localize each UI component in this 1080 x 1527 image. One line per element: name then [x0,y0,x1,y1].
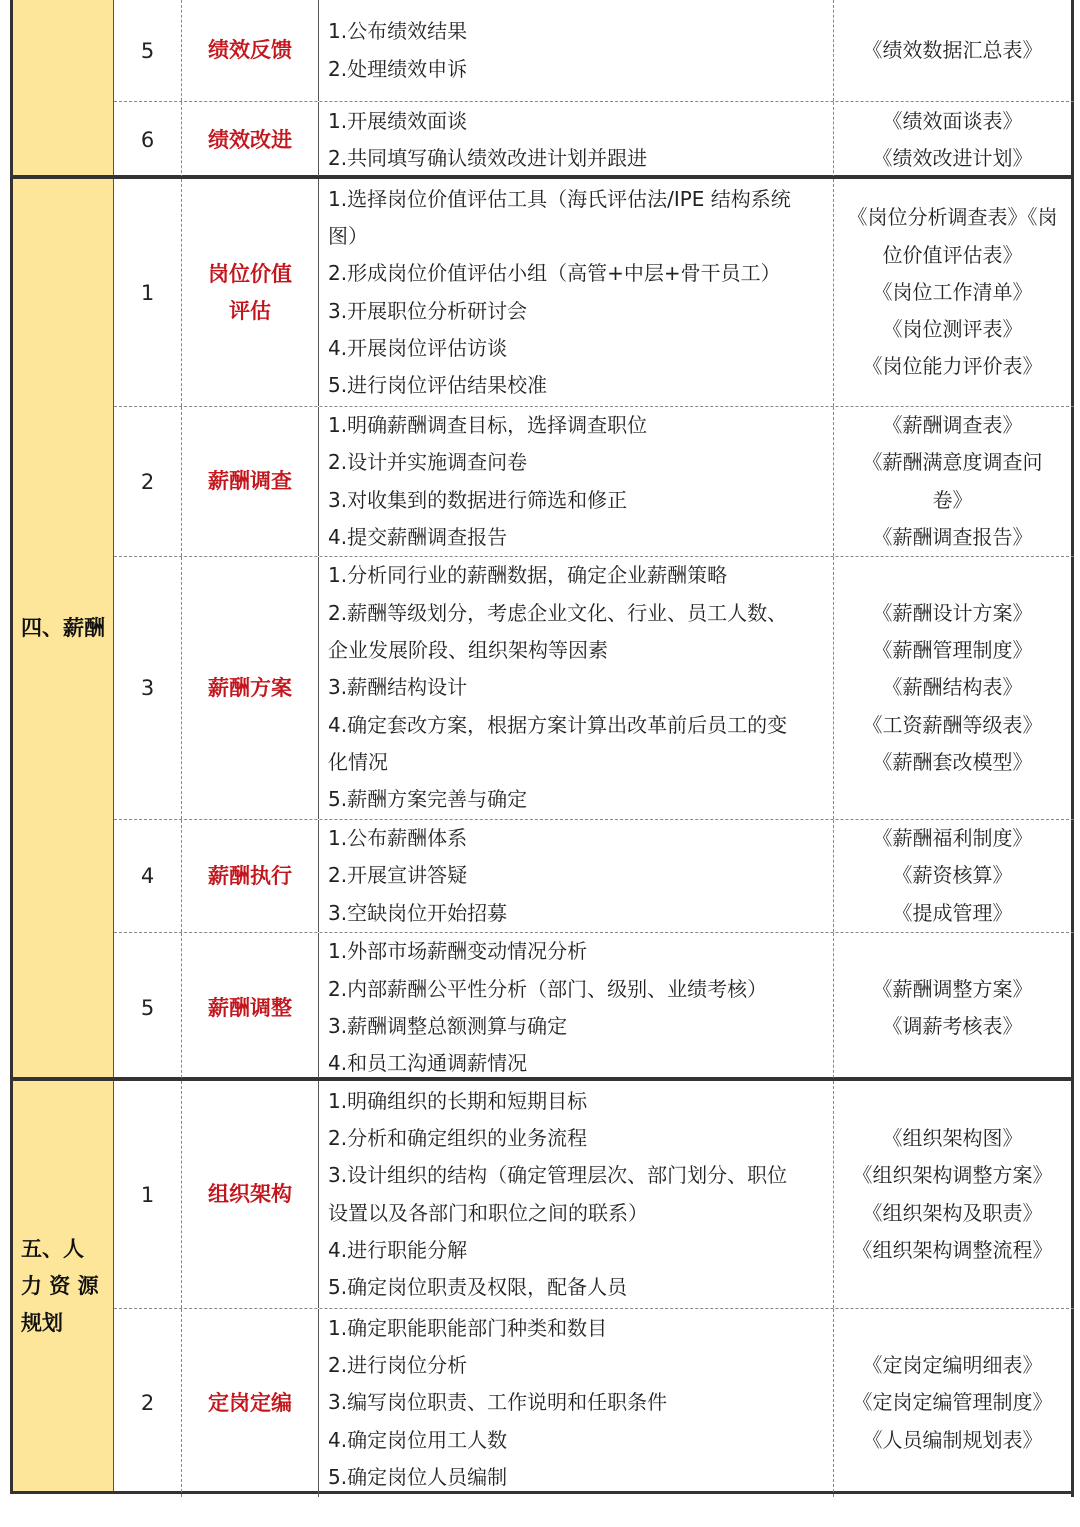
module-name-text [208,256,292,330]
section-group [10,1078,1074,1494]
step-line: 1.外部市场薪酬变动情况分析 [328,939,588,964]
module-name [182,1081,319,1308]
step-line: 5.进行岗位评估结果校准 [328,373,548,398]
category-line: 规划 [21,1310,63,1335]
steps-cell [319,0,834,101]
module-name-text [208,1385,292,1422]
document-line: 《提成管理》 [892,900,1013,925]
module-name [182,1309,319,1497]
step-line: 企业发展阶段、组织架构等因素 [328,638,608,663]
document-line: 位价值评估表》 [882,242,1023,267]
table-row [114,101,1074,178]
step-line: 1.明确薪酬调查目标，选择调查职位 [328,412,648,437]
documents-cell [834,1081,1074,1308]
document-line: 《薪酬福利制度》 [872,826,1033,851]
step-line: 3.薪酬结构设计 [328,675,468,700]
step-line: 3.对收集到的数据进行筛选和修正 [328,487,628,512]
step-line: 1.确定职能职能部门种类和数目 [328,1315,608,1340]
documents-cell [834,1309,1074,1497]
section-group [10,0,1074,178]
module-name-text [208,32,292,69]
module-name [182,820,319,932]
table-row [114,556,1074,819]
step-number: 5 [114,933,182,1083]
table-row [114,932,1074,1083]
step-line: 4.确定岗位用工人数 [328,1427,508,1452]
module-name-text [208,990,292,1027]
module-name-line: 定岗定编 [208,1390,292,1415]
step-line: 2.内部薪酬公平性分析（部门、级别、业绩考核） [328,976,768,1001]
documents-cell [834,179,1074,406]
step-line: 2.形成岗位价值评估小组（高管+中层+骨干员工） [328,261,781,286]
category-label [13,610,113,647]
step-line: 2.进行岗位分析 [328,1353,468,1378]
document-line: 《定岗定编管理制度》 [852,1390,1053,1415]
document-line: 《组织架构及职责》 [862,1200,1043,1225]
module-name [182,407,319,556]
steps-cell [319,179,834,406]
step-number: 5 [114,0,182,101]
steps-cell [319,407,834,556]
step-number: 3 [114,557,182,819]
steps-cell [319,1309,834,1497]
document-line: 《组织架构调整流程》 [852,1237,1053,1262]
module-name [182,102,319,178]
module-name-text [208,463,292,500]
module-name-line: 评估 [229,298,271,323]
document-line: 《组织架构调整方案》 [852,1163,1053,1188]
module-name-line: 绩效改进 [208,127,292,152]
document-line: 《薪酬结构表》 [882,675,1023,700]
step-line: 设置以及各部门和职位之间的联系） [328,1200,648,1225]
document-line: 《人员编制规划表》 [862,1427,1043,1452]
step-line: 4.提交薪酬调查报告 [328,524,508,549]
document-line: 《绩效数据汇总表》 [862,37,1043,62]
table-row [114,406,1074,556]
step-line: 1.分析同行业的薪酬数据，确定企业薪酬策略 [328,563,728,588]
table-row [114,1308,1074,1497]
step-line: 2.开展宣讲答疑 [328,863,468,888]
module-name-line: 薪酬执行 [208,863,292,888]
document-line: 《岗位分析调查表》《岗 [847,205,1058,230]
documents-cell [834,102,1074,178]
step-line: 2.薪酬等级划分，考虑企业文化、行业、员工人数、 [328,600,788,625]
document-line: 《薪酬套改模型》 [872,749,1033,774]
module-name [182,933,319,1083]
module-name-text [208,858,292,895]
step-number: 1 [114,1081,182,1308]
step-line: 1.公布绩效结果 [328,19,468,44]
document-line: 《定岗定编明细表》 [862,1353,1043,1378]
module-name-text [208,122,292,159]
step-number: 6 [114,102,182,178]
step-line: 图） [328,223,368,248]
documents-cell [834,820,1074,932]
category-line: 四、薪酬 [21,615,105,640]
category-line: 五、人 [21,1236,84,1261]
step-line: 2.共同填写确认绩效改进计划并跟进 [328,146,648,170]
category-cell [10,179,114,1077]
document-line: 《绩效改进计划》 [872,146,1033,170]
document-line: 《工资薪酬等级表》 [862,712,1043,737]
module-name-line: 薪酬调查 [208,469,292,493]
documents-cell [834,0,1074,101]
document-line: 《薪酬调查表》 [882,412,1023,437]
steps-cell [319,102,834,178]
step-line: 4.开展岗位评估访谈 [328,335,508,360]
module-name-line: 组织架构 [208,1182,292,1206]
step-line: 5.确定岗位人员编制 [328,1464,508,1489]
document-line: 《岗位工作清单》 [872,279,1033,304]
section-group [10,176,1074,1080]
step-line: 4.确定套改方案，根据方案计算出改革前后员工的变 [328,712,788,737]
module-name [182,0,319,101]
module-name-text [208,1176,292,1213]
documents-cell [834,933,1074,1083]
document-line: 《绩效面谈表》 [882,108,1023,133]
step-line: 1.公布薪酬体系 [328,826,468,851]
document-line: 《薪酬设计方案》 [872,600,1033,625]
step-line: 3.设计组织的结构（确定管理层次、部门划分、职位 [328,1163,788,1188]
step-line: 4.和员工沟通调薪情况 [328,1051,528,1076]
category-label [13,1231,107,1342]
step-line: 3.薪酬调整总额测算与确定 [328,1014,568,1038]
module-name-line: 薪酬调整 [208,995,292,1020]
document-line: 《组织架构图》 [882,1125,1023,1150]
document-line: 卷》 [932,487,973,512]
table-row [114,819,1074,932]
step-number: 2 [114,1309,182,1497]
module-name-text [208,670,292,707]
step-line: 1.开展绩效面谈 [328,108,468,133]
module-name [182,179,319,406]
step-line: 2.分析和确定组织的业务流程 [328,1125,588,1150]
document-line: 《薪资核算》 [892,863,1013,888]
document-line: 《薪酬满意度调查问 [862,450,1043,475]
step-line: 5.确定岗位职责及权限，配备人员 [328,1275,628,1300]
table-row [114,179,1074,406]
step-line: 化情况 [328,749,388,774]
steps-cell [319,1081,834,1308]
document-line: 《薪酬调整方案》 [872,976,1033,1001]
documents-cell [834,557,1074,819]
module-name [182,557,319,819]
step-line: 2.设计并实施调查问卷 [328,450,528,475]
document-line: 《岗位能力评价表》 [862,354,1043,379]
document-line: 《调薪考核表》 [882,1014,1023,1038]
module-name-line: 薪酬方案 [208,675,292,700]
step-number: 1 [114,179,182,406]
step-line: 5.薪酬方案完善与确定 [328,787,528,812]
category-line: 力 资 源 [21,1273,99,1298]
step-line: 3.编写岗位职责、工作说明和任职条件 [328,1390,668,1415]
step-line: 1.选择岗位价值评估工具（海氏评估法/IPE 结构系统 [328,186,791,211]
step-line: 3.开展职位分析研讨会 [328,298,528,323]
steps-cell [319,557,834,819]
document-line: 《岗位测评表》 [882,317,1023,342]
category-cell [10,1081,114,1491]
table-row [114,0,1074,101]
category-cell [10,0,114,175]
step-line: 2.处理绩效申诉 [328,56,468,81]
step-number: 2 [114,407,182,556]
document-line: 《薪酬管理制度》 [872,638,1033,663]
step-number: 4 [114,820,182,932]
step-line: 1.明确组织的长期和短期目标 [328,1088,588,1113]
documents-cell [834,407,1074,556]
step-line: 4.进行职能分解 [328,1237,468,1262]
steps-cell [319,933,834,1083]
module-name-line: 绩效反馈 [208,38,292,62]
table-row [114,1081,1074,1308]
step-line: 3.空缺岗位开始招募 [328,900,508,925]
document-line: 《薪酬调查报告》 [872,524,1033,549]
module-name-line: 岗位价值 [208,261,292,286]
steps-cell [319,820,834,932]
